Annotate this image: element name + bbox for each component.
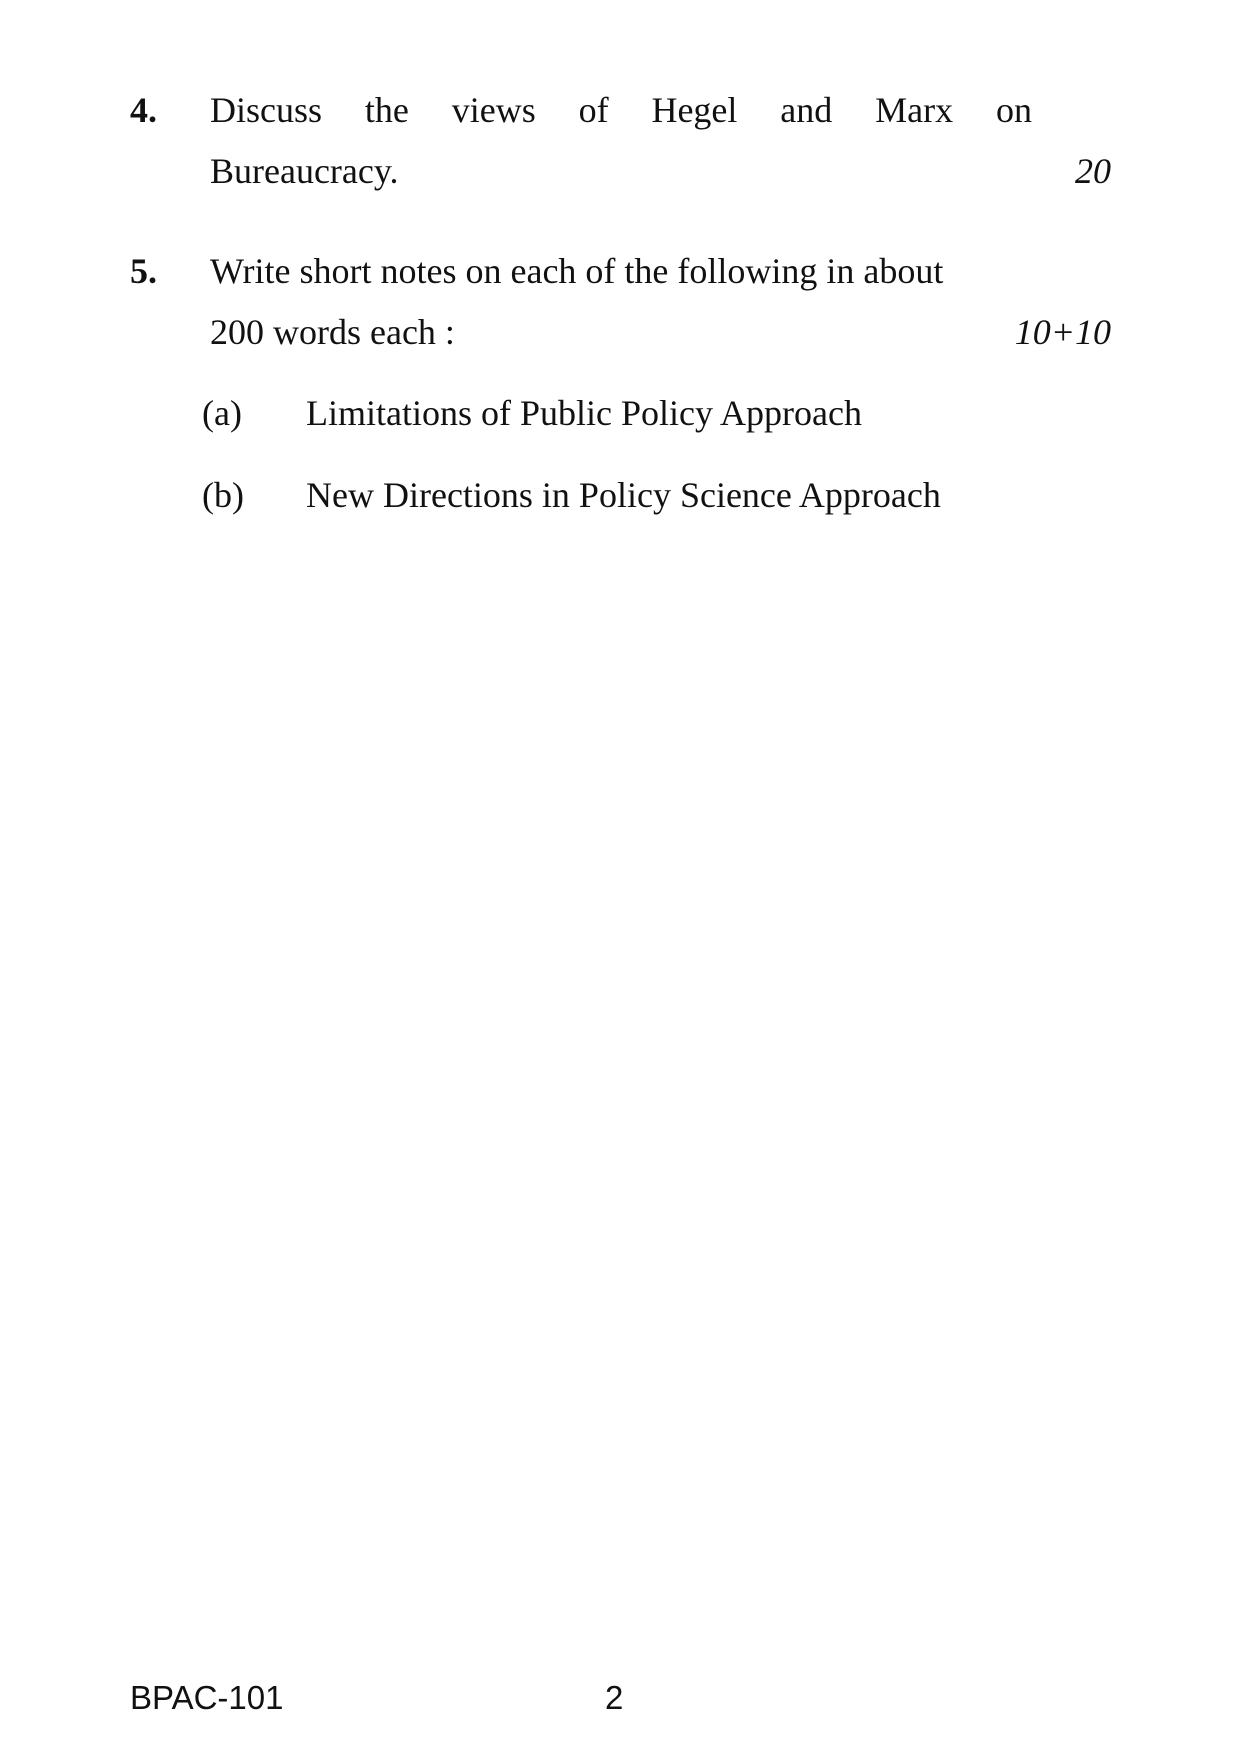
question-text-line-2: Bureaucracy.: [210, 151, 399, 191]
question-number: 5.: [130, 251, 157, 291]
question-text-line-1: Write short notes on each of the following in about: [210, 251, 944, 291]
page-number: 2: [605, 1679, 624, 1716]
sub-part-text: Limitations of Public Policy Approach: [306, 393, 862, 433]
sub-part-label: (a): [202, 393, 242, 433]
question-text-line-2: 200 words each :: [210, 312, 455, 352]
question-marks: 10+10: [1014, 312, 1111, 352]
question-number: 4.: [130, 90, 157, 130]
question-text-line-1: Discuss the views of Hegel and Marx on: [210, 90, 1032, 130]
sub-part-label: (b): [202, 475, 244, 515]
question-marks: 20: [1075, 151, 1111, 191]
course-code: BPAC-101: [130, 1679, 284, 1716]
sub-part-text: New Directions in Policy Science Approach: [306, 475, 941, 515]
